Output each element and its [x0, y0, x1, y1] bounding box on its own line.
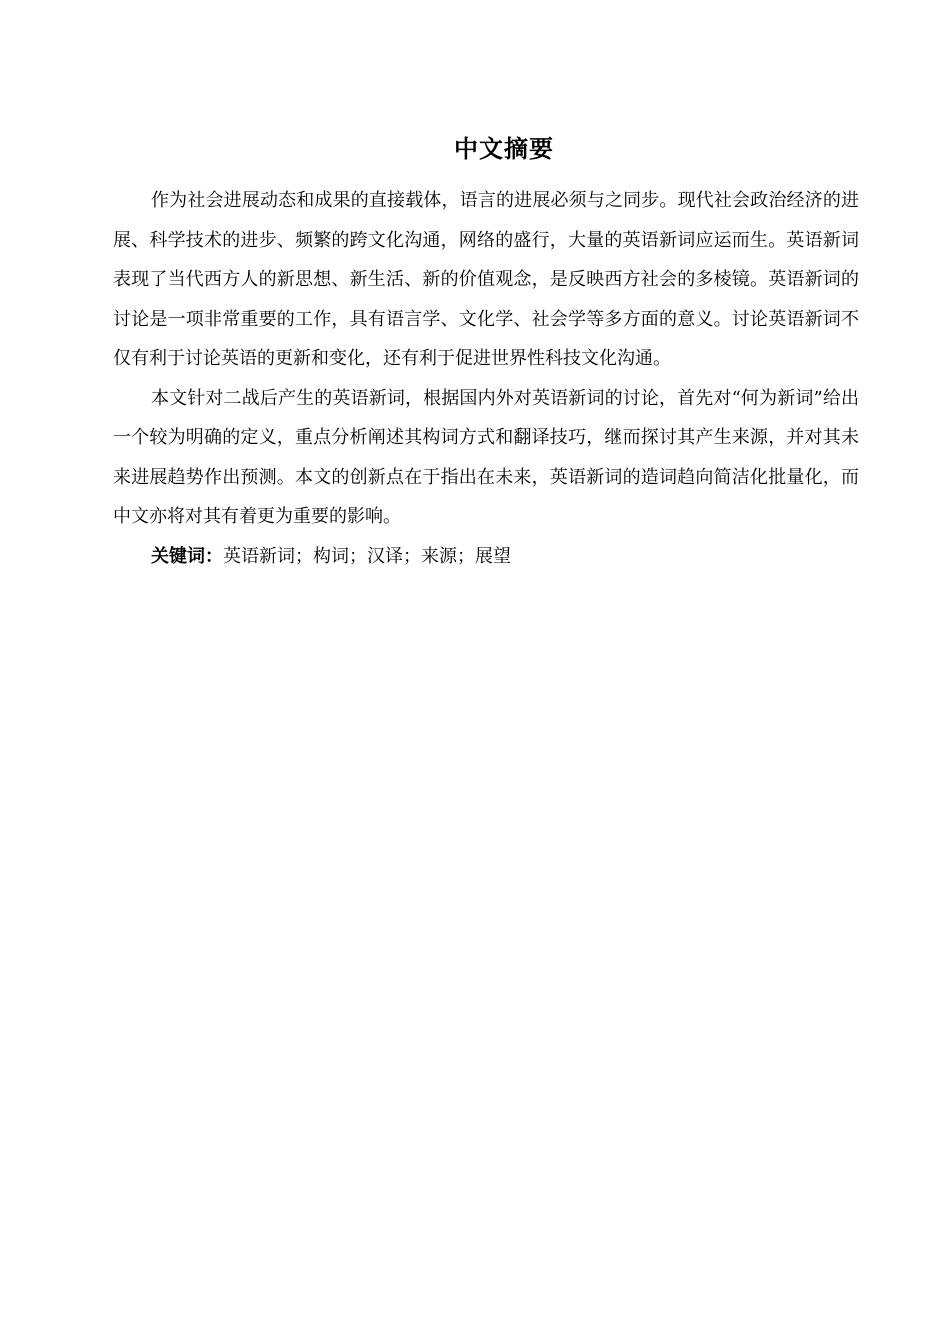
keywords-line: [113, 537, 859, 577]
page-title: 中文摘要: [454, 135, 554, 163]
keywords-value: 英语新词；构词；汉译；来源；展望: [223, 545, 511, 567]
abstract-paragraph-2: 本文针对二战后产生的英语新词，根据国内外对英语新词的讨论，首先对“何为新词”给出一个较为明确的定义，重点分析阐述其构词方式和翻译技巧，继而探讨其产生来源，并对其未来进展趋势作出预测。本文的创新点在于指出在未来，英语新词的造词趋向简洁化批量化，而中文亦将对其有着更为重要的影响。: [113, 387, 859, 527]
keywords-label: 关键词：: [151, 545, 223, 567]
abstract-body: [113, 181, 859, 576]
abstract-paragraph-1: 作为社会进展动态和成果的直接载体，语言的进展必须与之同步。现代社会政治经济的进展、科学技术的进步、频繁的跨文化沟通，网络的盛行，大量的英语新词应运而生。英语新词表现了当代西方人的新思想、新生活、新的价值观念，是反映西方社会的多棱镜。英语新词的讨论是一项非常重要的工作，具有语言学、文化学、社会学等多方面的意义。讨论英语新词不仅有利于讨论英语的更新和变化，还有利于促进世界性科技文化沟通。: [113, 190, 859, 369]
